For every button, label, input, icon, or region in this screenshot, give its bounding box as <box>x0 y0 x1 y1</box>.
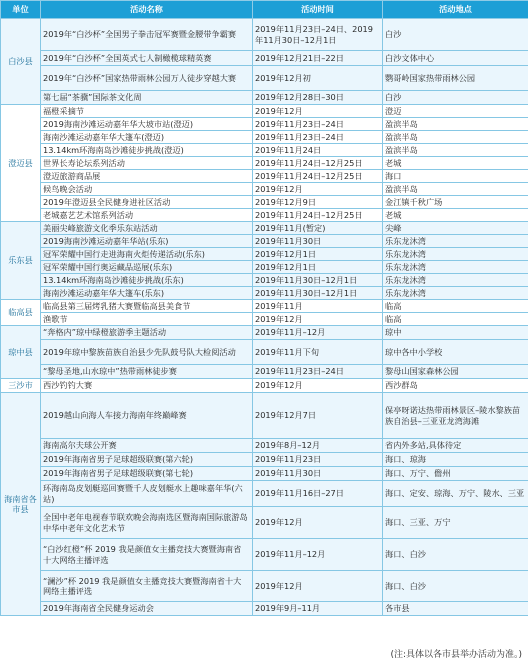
activity-time-cell: 2019年11月30日–12月1日 <box>253 274 383 287</box>
activity-place-cell: 鹦哥岭国家热带雨林公园 <box>383 66 528 91</box>
table-row <box>1 261 528 274</box>
unit-cell: 三沙市 <box>1 379 41 393</box>
activity-name-cell: 候鸟晚会活动 <box>41 183 253 196</box>
unit-cell: 澄迈县 <box>1 105 41 222</box>
activity-name-cell: 老城嘉艺艺术馆系列活动 <box>41 209 253 222</box>
unit-cell: 临高县 <box>1 300 41 326</box>
activity-place-cell: 金江镇千秋广场 <box>383 196 528 209</box>
activity-place-cell: 西沙群岛 <box>383 379 528 393</box>
activity-name-cell: 冠军荣耀中国行奥运藏品巡展(乐东) <box>41 261 253 274</box>
activity-time-cell: 2019年12月 <box>253 379 383 393</box>
activity-place-cell: 临高 <box>383 300 528 313</box>
table-row <box>1 66 528 91</box>
activity-name-cell: 澄迈旅游商品展 <box>41 170 253 183</box>
activity-place-cell: 海口、白沙 <box>383 571 528 602</box>
activity-time-cell: 2019年12月初 <box>253 66 383 91</box>
activity-place-cell: 乐东龙沐湾 <box>383 261 528 274</box>
activity-name-cell: 2019海南沙滩运动嘉年华站(乐东) <box>41 235 253 248</box>
table-row <box>1 235 528 248</box>
activity-name-cell: 13.14km环海南岛沙滩徒步挑战(乐东) <box>41 274 253 287</box>
unit-cell: 海南省各市县 <box>1 393 41 616</box>
activity-place-cell: 白沙文体中心 <box>383 51 528 66</box>
table-row <box>1 248 528 261</box>
activity-place-cell: 盈滨半岛 <box>383 131 528 144</box>
footnote: (注:具体以各市县举办活动为准。) <box>390 650 522 660</box>
activity-time-cell: 2019年12月 <box>253 571 383 602</box>
activity-name-cell: 2019年澄迈县全民健身进社区活动 <box>41 196 253 209</box>
activity-place-cell: 省内外多站,具体待定 <box>383 439 528 453</box>
activity-time-cell: 2019年12月28日–30日 <box>253 91 383 105</box>
table-row <box>1 144 528 157</box>
activity-place-cell: 老城 <box>383 157 528 170</box>
activity-name-cell: 环海南岛皮划艇巡回赛暨千人皮划艇水上趣味嘉年华(六站) <box>41 481 253 507</box>
activity-place-cell: 琼中 <box>383 326 528 340</box>
activity-name-cell: 海南沙滩运动嘉年华大篷车(澄迈) <box>41 131 253 144</box>
activity-place-cell: 乐东龙沐湾 <box>383 274 528 287</box>
activity-place-cell: 盈滨半岛 <box>383 183 528 196</box>
header-activity-time: 活动时间 <box>253 1 383 19</box>
unit-cell: 乐东县 <box>1 222 41 300</box>
activity-time-cell: 2019年11月下旬 <box>253 340 383 365</box>
activity-name-cell: 2019年“白沙杯”全国英式七人制橄榄球精英赛 <box>41 51 253 66</box>
activity-time-cell: 2019年11月16日–27日 <box>253 481 383 507</box>
activity-time-cell: 2019年8月–12月 <box>253 439 383 453</box>
table-row <box>1 313 528 326</box>
unit-cell: 白沙县 <box>1 19 41 105</box>
activity-name-cell: 海南沙滩运动嘉年华大篷车(乐东) <box>41 287 253 300</box>
activity-place-cell: 琼中各中小学校 <box>383 340 528 365</box>
activity-place-cell: 白沙 <box>383 91 528 105</box>
activity-time-cell: 2019年11月–12月 <box>253 326 383 340</box>
table-row <box>1 222 528 235</box>
table-row <box>1 481 528 507</box>
table-row <box>1 300 528 313</box>
activity-name-cell: 美丽尖峰旅游文化季乐东站活动 <box>41 222 253 235</box>
activity-time-cell: 2019年11月23日–24日 <box>253 131 383 144</box>
activity-name-cell: 全国中老年电视春节联欢晚会海南选区暨海南国际旅游岛中华中老年文化艺术节 <box>41 507 253 539</box>
activity-place-cell: 黎母山国家森林公园 <box>383 365 528 379</box>
activity-name-cell: 渔歌节 <box>41 313 253 326</box>
table-row <box>1 51 528 66</box>
table-row <box>1 91 528 105</box>
activity-place-cell: 澄迈 <box>383 105 528 118</box>
activity-place-cell: 盈滨半岛 <box>383 118 528 131</box>
activity-time-cell: 2019年11月23日 <box>253 453 383 467</box>
activity-time-cell: 2019年12月 <box>253 313 383 326</box>
unit-cell: 琼中县 <box>1 326 41 379</box>
activity-name-cell: “奔格内”琼中绿橙旅游季主题活动 <box>41 326 253 340</box>
header-activity-place: 活动地点 <box>383 1 528 19</box>
activity-name-cell: 2019年海南省男子足球超级联赛(第七轮) <box>41 467 253 481</box>
activity-time-cell: 2019年11月 <box>253 300 383 313</box>
activity-place-cell: 乐东龙沐湾 <box>383 248 528 261</box>
table-row <box>1 118 528 131</box>
table-row <box>1 365 528 379</box>
activity-name-cell: 临高县第三届烤乳猪大赛暨临高县美食节 <box>41 300 253 313</box>
table-row <box>1 131 528 144</box>
activity-place-cell: 海口 <box>383 170 528 183</box>
activity-name-cell: 西沙钓钓大赛 <box>41 379 253 393</box>
table-row <box>1 507 528 539</box>
table-row <box>1 183 528 196</box>
table-row <box>1 209 528 222</box>
activity-name-cell: “澜沙”杯 2019 我是颜值女主播竞技大赛暨海南省十大 网络主播评选 <box>41 571 253 602</box>
activity-place-cell: 白沙 <box>383 19 528 51</box>
table-row <box>1 105 528 118</box>
activity-place-cell: 海口、定安、琼海、万宁、陵水、三亚 <box>383 481 528 507</box>
activity-name-cell: 第七届“茶骥”国际茶文化周 <box>41 91 253 105</box>
activity-name-cell: 2019年海南省男子足球超级联赛(第六轮) <box>41 453 253 467</box>
table-header-row <box>1 1 528 19</box>
activity-name-cell: 2019年“白沙杯”国家热带雨林公园万人徒步穿越大赛 <box>41 66 253 91</box>
activity-time-cell: 2019年11月24日 <box>253 144 383 157</box>
activity-time-cell: 2019年11月24日–12月25日 <box>253 157 383 170</box>
table-row <box>1 379 528 393</box>
table-row <box>1 393 528 439</box>
activity-time-cell: 2019年11月23日–24日、2019年11月30日–12月1日 <box>253 19 383 51</box>
table-row <box>1 287 528 300</box>
table-row <box>1 467 528 481</box>
activity-place-cell: 临高 <box>383 313 528 326</box>
activity-time-cell: 2019年11月30日 <box>253 235 383 248</box>
activity-time-cell: 2019年11月24日–12月25日 <box>253 170 383 183</box>
table-row <box>1 19 528 51</box>
activity-place-cell: 老城 <box>383 209 528 222</box>
activity-place-cell: 乐东龙沐湾 <box>383 287 528 300</box>
table-row <box>1 539 528 571</box>
activity-time-cell: 2019年12月7日 <box>253 393 383 439</box>
activity-time-cell: 2019年11月23日–24日 <box>253 365 383 379</box>
activity-name-cell: 2019海南沙滩运动嘉年华大坡市站(澄迈) <box>41 118 253 131</box>
activity-time-cell: 2019年11月23日–24日 <box>253 118 383 131</box>
activity-place-cell: 保亭呀诺达热带雨林景区–陵水黎族苗族自治县–三亚亚龙湾海滩 <box>383 393 528 439</box>
activity-place-cell: 盈滨半岛 <box>383 144 528 157</box>
activity-place-cell: 尖峰 <box>383 222 528 235</box>
activity-place-cell: 乐东龙沐湾 <box>383 235 528 248</box>
table-row <box>1 453 528 467</box>
activity-name-cell: 冠军荣耀中国行走进海南火炬传递活动(乐东) <box>41 248 253 261</box>
activity-time-cell: 2019年12月21日–22日 <box>253 51 383 66</box>
activity-name-cell: 13.14km环海南岛沙滩徒步挑战(澄迈) <box>41 144 253 157</box>
table-row <box>1 274 528 287</box>
activity-time-cell: 2019年11月30日–12月1日 <box>253 287 383 300</box>
table-row <box>1 439 528 453</box>
activity-time-cell: 2019年12月1日 <box>253 261 383 274</box>
activity-time-cell: 2019年12月1日 <box>253 248 383 261</box>
table-row <box>1 170 528 183</box>
activity-name-cell: 2019年“白沙杯”全国男子拳击冠军赛暨金腰带争霸赛 <box>41 19 253 51</box>
table-row <box>1 157 528 170</box>
table-row <box>1 340 528 365</box>
activity-name-cell: “白沙红橙”杯 2019 我是颜值女主播竞技大赛暨海南省 十大网络主播评选 <box>41 539 253 571</box>
activity-place-cell: 各市县 <box>383 602 528 616</box>
activity-name-cell: 世界长寿论坛系列活动 <box>41 157 253 170</box>
header-activity-name: 活动名称 <box>41 1 253 19</box>
activity-time-cell: 2019年12月 <box>253 105 383 118</box>
activity-name-cell: 2019越山向海人车接力海南年终巅峰赛 <box>41 393 253 439</box>
header-unit: 单位 <box>1 1 41 19</box>
table-row <box>1 196 528 209</box>
activity-time-cell: 2019年9月–11月 <box>253 602 383 616</box>
activity-place-cell: 海口、万宁、儋州 <box>383 467 528 481</box>
activity-time-cell: 2019年12月 <box>253 183 383 196</box>
activity-name-cell: 2019年海南省全民健身运动会 <box>41 602 253 616</box>
table-row <box>1 571 528 602</box>
activity-name-cell: 海南高尔夫球公开赛 <box>41 439 253 453</box>
activity-time-cell: 2019年12月9日 <box>253 196 383 209</box>
activity-place-cell: 海口、白沙 <box>383 539 528 571</box>
activity-place-cell: 海口、琼海 <box>383 453 528 467</box>
activity-name-cell: 2019年琼中黎族苗族自治县少先队鼓号队大检阅活动 <box>41 340 253 365</box>
activity-name-cell: 福橙采摘节 <box>41 105 253 118</box>
activity-time-cell: 2019年11月(暂定) <box>253 222 383 235</box>
activity-time-cell: 2019年11月–12月 <box>253 539 383 571</box>
activity-time-cell: 2019年11月30日 <box>253 467 383 481</box>
table-row <box>1 602 528 616</box>
activity-place-cell: 海口、三亚、万宁 <box>383 507 528 539</box>
activity-name-cell: “黎母圣地,山水琼中”热带雨林徒步赛 <box>41 365 253 379</box>
table-row <box>1 326 528 340</box>
activity-time-cell: 2019年12月 <box>253 507 383 539</box>
activity-time-cell: 2019年11月24日–12月25日 <box>253 209 383 222</box>
